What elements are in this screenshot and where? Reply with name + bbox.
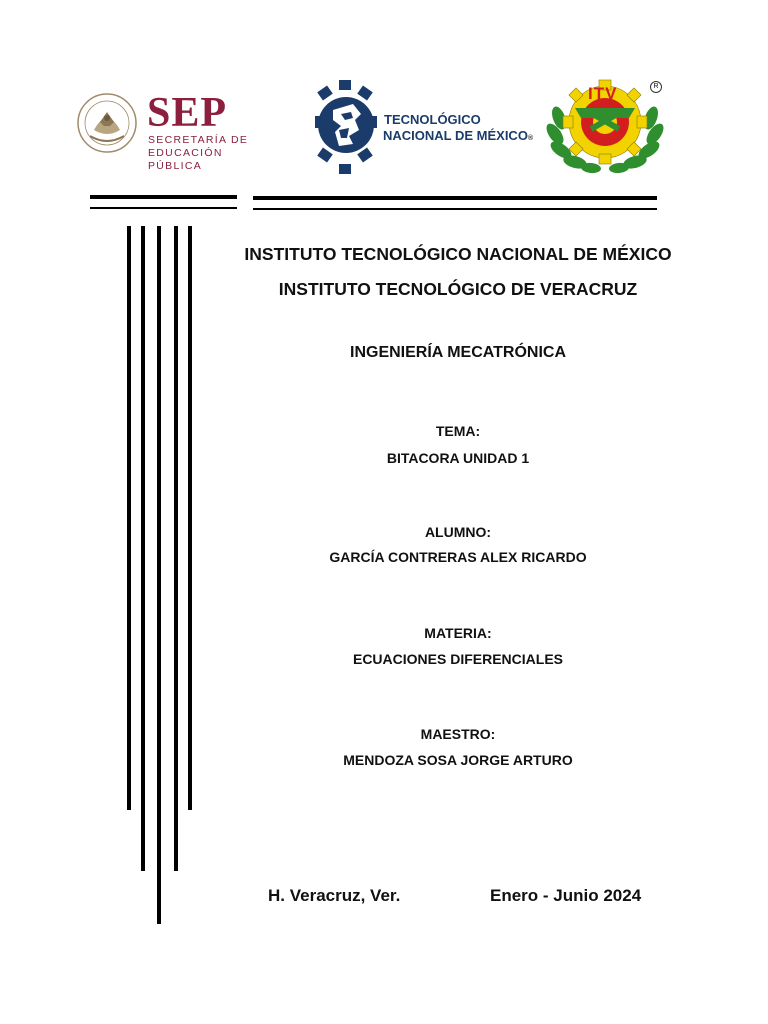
alumno-value: GARCÍA CONTRERAS ALEX RICARDO <box>329 549 587 565</box>
tema-value: BITACORA UNIDAD 1 <box>386 450 530 466</box>
side-line-1 <box>127 226 131 810</box>
header-rule-left-thick <box>90 195 237 199</box>
tecnm-gear-icon <box>315 80 377 174</box>
tecnm-logo <box>315 80 534 175</box>
itv-letters: ITV <box>588 84 618 103</box>
header-rule-right-thin <box>253 208 657 210</box>
footer-place: H. Veracruz, Ver. <box>268 886 401 905</box>
footer-period: Enero - Junio 2024 <box>490 886 642 905</box>
header-rule-left-thin <box>90 207 237 209</box>
career-title: INGENIERÍA MECATRÓNICA <box>350 344 566 361</box>
maestro-value: MENDOZA SOSA JORGE ARTURO <box>343 752 573 768</box>
tecnm-registered-mark: ® <box>527 135 534 142</box>
materia-label: MATERIA: <box>424 625 492 641</box>
side-line-5 <box>188 226 192 810</box>
sep-logo <box>76 88 271 172</box>
side-line-2 <box>141 226 145 871</box>
sep-wordmark: SEP <box>147 90 228 136</box>
itv-logo <box>545 78 667 178</box>
tecnm-title-2 <box>383 128 533 146</box>
institution-title-1: INSTITUTO TECNOLÓGICO NACIONAL DE MÉXICO <box>244 244 672 264</box>
sep-subtitle-2: EDUCACIÓN PÚBLICA <box>148 147 223 172</box>
mexico-seal-icon <box>76 92 138 154</box>
tecnm-title-1: TECNOLÓGICO <box>384 112 481 127</box>
side-line-4 <box>174 226 178 871</box>
materia-value: ECUACIONES DIFERENCIALES <box>352 651 564 667</box>
institution-title-2: INSTITUTO TECNOLÓGICO DE VERACRUZ <box>278 279 638 299</box>
sep-subtitle-1: SECRETARÍA DE <box>148 134 249 146</box>
header-rule-right-thick <box>253 196 657 200</box>
maestro-label: MAESTRO: <box>420 726 496 742</box>
side-line-3 <box>157 226 161 924</box>
tema-label: TEMA: <box>435 423 481 439</box>
tecnm-title-2-text: NACIONAL DE MÉXICO <box>383 128 528 143</box>
itv-registered-mark: R <box>650 81 662 93</box>
alumno-label: ALUMNO: <box>424 524 492 540</box>
